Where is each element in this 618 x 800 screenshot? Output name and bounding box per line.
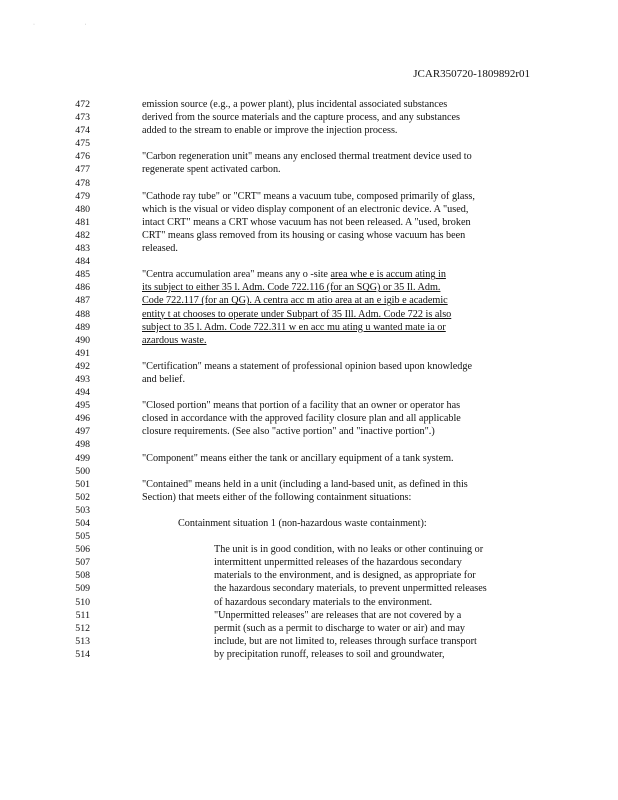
line-text: materials to the environment, and is designed, as appropriate for [214, 570, 476, 582]
line-text: closed in accordance with the approved facility closure plan and all applicable [142, 413, 461, 425]
line-text: regenerate spent activated carbon. [142, 164, 281, 176]
document-line [64, 294, 544, 307]
line-number: 480 [75, 203, 90, 215]
line-number: 482 [75, 229, 90, 241]
line-number: 501 [75, 478, 90, 490]
document-line [64, 150, 544, 163]
document-id: JCAR350720-1809892r01 [413, 68, 530, 80]
document-line [64, 596, 544, 609]
line-text: released. [142, 243, 178, 255]
line-number: 483 [75, 243, 90, 255]
document-line [64, 255, 544, 268]
line-text: Containment situation 1 (non-hazardous waste containment): [178, 518, 427, 529]
line-text: added to the stream to enable or improve the injection process. [142, 125, 398, 137]
line-number: 509 [75, 583, 90, 595]
document-line [64, 635, 544, 648]
line-text: "Carbon regeneration unit" means any enclosed thermal treatment device used to [142, 151, 472, 163]
line-number: 506 [75, 544, 90, 556]
document-line [64, 308, 544, 321]
line-text: intermittent unpermitted releases of the hazardous secondary [214, 557, 462, 569]
line-number: 505 [75, 531, 90, 543]
line-number: 511 [75, 609, 90, 621]
line-number: 485 [75, 269, 90, 281]
line-text: the hazardous secondary materials, to prevent unpermitted releases [214, 583, 487, 595]
line-text: intact CRT" means a CRT whose vacuum has not been released. A "used, broken [142, 216, 471, 228]
document-line [64, 216, 544, 229]
line-text: "Cathode ray tube" or "CRT" means a vacuum tube, composed primarily of glass, [142, 190, 475, 202]
line-number: 500 [75, 465, 90, 477]
line-number: 475 [75, 138, 90, 150]
line-number: 495 [75, 400, 90, 412]
document-line [64, 281, 544, 294]
document-line [64, 111, 544, 124]
document-line [64, 478, 544, 491]
line-text: and belief. [142, 373, 185, 385]
line-number: 496 [75, 413, 90, 425]
line-text: "Certification" means a statement of professional opinion based upon knowledge [142, 360, 472, 372]
line-number: 503 [75, 504, 90, 516]
document-line [64, 124, 544, 137]
line-number: 493 [75, 373, 90, 385]
document-line [64, 321, 544, 334]
document-line [64, 622, 544, 635]
document-line [64, 334, 544, 347]
line-text: which is the visual or video display component of an electronic device. A "used, [142, 203, 469, 215]
line-number: 488 [75, 308, 90, 320]
document-body [64, 98, 544, 661]
line-number: 512 [75, 622, 90, 634]
document-line [64, 268, 544, 281]
line-text [142, 268, 446, 281]
line-number: 507 [75, 557, 90, 569]
document-line [64, 543, 544, 556]
line-number: 481 [75, 216, 90, 228]
document-line [64, 569, 544, 582]
line-number: 508 [75, 570, 90, 582]
document-line [64, 373, 544, 386]
line-number: 514 [75, 648, 90, 660]
line-number: 477 [75, 164, 90, 176]
line-text-underlined: area whe e is accum ating in [330, 269, 446, 281]
line-number: 502 [75, 491, 90, 503]
line-number: 498 [75, 439, 90, 451]
line-text: by precipitation runoff, releases to soil and groundwater, [214, 648, 445, 660]
document-line [64, 190, 544, 203]
document-line [64, 347, 544, 360]
line-number: 486 [75, 282, 90, 294]
line-text: derived from the source materials and the capture process, and any substances [142, 112, 460, 124]
corner-scan-mark: · · [33, 22, 111, 28]
document-line [64, 386, 544, 399]
document-line [64, 648, 544, 661]
document-line [64, 465, 544, 478]
line-number: 476 [75, 151, 90, 163]
line-text: "Component" means either the tank or ancillary equipment of a tank system. [142, 452, 454, 464]
line-number: 484 [75, 256, 90, 268]
document-line [64, 242, 544, 255]
line-text: its subject to either 35 l. Adm. Code 722.116 (for an SQG) or 35 Il. Adm. [142, 282, 441, 294]
document-line [64, 229, 544, 242]
line-number: 510 [75, 596, 90, 608]
line-number: 473 [75, 112, 90, 124]
document-line [64, 582, 544, 595]
line-number: 478 [75, 177, 90, 189]
line-text: "Unpermitted releases" are releases that are not covered by a [214, 609, 462, 621]
line-number: 490 [75, 334, 90, 346]
line-text: permit (such as a permit to discharge to water or air) and may [214, 622, 466, 634]
document-line [64, 360, 544, 373]
line-text: The unit is in good condition, with no leaks or other continuing or [214, 544, 484, 556]
document-line [64, 517, 544, 530]
document-line [64, 399, 544, 412]
document-line [64, 137, 544, 150]
line-number: 479 [75, 190, 90, 202]
document-line [64, 609, 544, 622]
line-number: 487 [75, 295, 90, 307]
line-text: entity t at chooses to operate under Subpart of 35 Ill. Adm. Code 722 is also [142, 308, 452, 320]
line-text: subject to 35 l. Adm. Code 722.311 w en acc mu ating u wanted mate ia or [142, 321, 446, 333]
line-number: 504 [75, 518, 90, 529]
line-text: emission source (e.g., a power plant), plus incidental associated substances [142, 99, 448, 110]
line-text: "Contained" means held in a unit (including a land-based unit, as defined in this [142, 478, 468, 490]
line-text: of hazardous secondary materials to the environment. [214, 596, 433, 608]
line-number: 472 [75, 99, 90, 110]
document-line [64, 438, 544, 451]
document-line [64, 491, 544, 504]
line-number: 474 [75, 125, 90, 137]
line-number: 497 [75, 426, 90, 438]
line-number: 513 [75, 635, 90, 647]
line-number: 489 [75, 321, 90, 333]
line-text: Code 722.117 (for an QG). A centra acc m atio area at an e igib e academic [142, 295, 448, 307]
line-text: azardous waste. [142, 334, 207, 346]
document-line [64, 163, 544, 176]
document-line [64, 203, 544, 216]
line-number: 491 [75, 347, 90, 359]
line-text-plain: "Centra accumulation area" means any o -site [142, 269, 331, 281]
line-number: 492 [75, 360, 90, 372]
document-line [64, 98, 544, 111]
line-text: closure requirements. (See also "active portion" and "inactive portion".) [142, 426, 435, 438]
document-line [64, 177, 544, 190]
line-number: 494 [75, 387, 90, 399]
document-line [64, 412, 544, 425]
document-line [64, 452, 544, 465]
document-line [64, 530, 544, 543]
document-line [64, 556, 544, 569]
document-line [64, 504, 544, 517]
line-text: CRT" means glass removed from its housing or casing whose vacuum has been [142, 229, 466, 241]
line-text: include, but are not limited to, releases through surface transport [214, 635, 477, 647]
line-text: Section) that meets either of the following containment situations: [142, 491, 412, 503]
document-line [64, 425, 544, 438]
line-number: 499 [75, 452, 90, 464]
line-text: "Closed portion" means that portion of a facility that an owner or operator has [142, 400, 461, 412]
